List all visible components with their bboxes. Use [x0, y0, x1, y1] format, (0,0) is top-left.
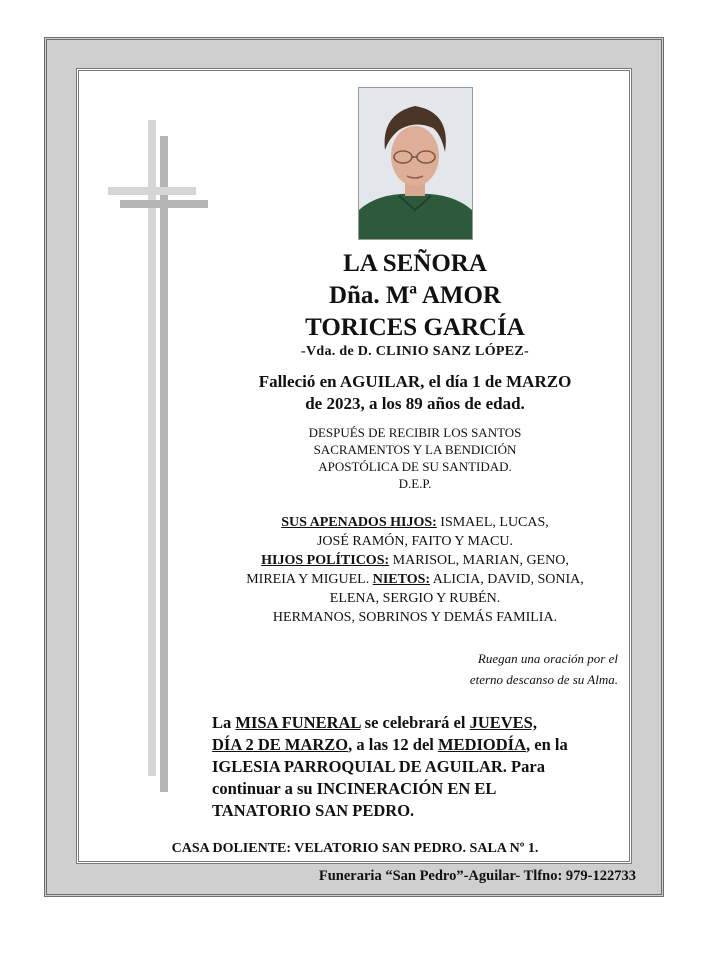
mass-line-4: continuar a su INCINERACIÓN EN EL: [212, 779, 497, 798]
death-line-1: Falleció en AGUILAR, el día 1 de MARZO: [258, 372, 572, 391]
children-names-1: ISMAEL, LUCAS,: [436, 515, 549, 530]
family-line-1: [200, 513, 630, 532]
death-line-2: de 2023, a los 89 años de edad.: [305, 394, 525, 413]
funeral-home-contact: Funeraria “San Pedro”-Aguilar- Tlfno: 979-122733: [318, 868, 636, 884]
cross-dark-horizontal: [120, 200, 208, 208]
cross-light-horizontal: [108, 187, 196, 195]
inlaws-label: HIJOS POLÍTICOS:: [261, 553, 390, 568]
mass-text: , en la: [526, 735, 568, 754]
mass-line-2: [212, 734, 624, 756]
title-line-3: TORICES GARCÍA: [305, 314, 525, 341]
mourning-house: CASA DOLIENTE: VELATORIO SAN PEDRO. SALA Nº 1.: [171, 841, 539, 856]
grandchildren-names-1: ALICIA, DAVID, SONIA,: [430, 572, 584, 587]
family-line-5: ELENA, SERGIO Y RUBÉN.: [329, 591, 501, 606]
inlaws-names-2: MIREIA Y MIGUEL.: [246, 572, 373, 587]
inlaws-names-1: MARISOL, MARIAN, GENO,: [389, 553, 569, 568]
sacraments-text: [200, 424, 630, 492]
mass-text: se celebrará el: [360, 713, 470, 732]
cross-light-vertical: [148, 120, 156, 776]
funeral-mass-info: [212, 712, 624, 822]
mass-line-3: IGLESIA PARROQUIAL DE AGUILAR. Para: [212, 757, 545, 776]
prayer-line-1: Ruegan una oración por el: [477, 651, 618, 666]
family-line-2: JOSÉ RAMÓN, FAITO Y MACU.: [316, 534, 514, 549]
mass-day: JUEVES,: [469, 713, 537, 732]
sacraments-line-1: DESPUÉS DE RECIBIR LOS SANTOS: [308, 425, 522, 440]
family-line-4: [200, 570, 630, 589]
prayer-line-2: eterno descanso de su Alma.: [469, 672, 618, 687]
title-line-2: Dña. Mª AMOR: [328, 282, 502, 309]
mass-time: MEDIODÍA: [437, 735, 526, 754]
family-line-6: HERMANOS, SOBRINOS Y DEMÁS FAMILIA.: [272, 610, 558, 625]
prayer-request: [470, 648, 618, 690]
grandchildren-label: NIETOS:: [372, 572, 431, 587]
mass-line-5: TANATORIO SAN PEDRO.: [212, 801, 415, 820]
mass-highlight: MISA FUNERAL: [235, 713, 361, 732]
title-line-1: LA SEÑORA: [343, 250, 487, 277]
portrait-photo: [358, 87, 473, 240]
sacraments-line-3: APOSTÓLICA DE SU SANTIDAD.: [318, 459, 512, 474]
mass-text: , a las 12 del: [348, 735, 438, 754]
dep-line: D.E.P.: [398, 476, 432, 491]
widow-of: -Vda. de D. CLINIO SANZ LÓPEZ-: [301, 344, 529, 359]
mass-line-1: [212, 712, 624, 734]
deceased-title: [200, 248, 630, 344]
mass-date: DÍA 2 DE MARZO: [212, 735, 349, 754]
mass-text: La: [212, 713, 236, 732]
death-info: [200, 371, 630, 415]
cross-dark-vertical: [160, 136, 168, 792]
sacraments-line-2: SACRAMENTOS Y LA BENDICIÓN: [313, 442, 517, 457]
family-line-3: [200, 551, 630, 570]
children-label: SUS APENADOS HIJOS:: [281, 515, 437, 530]
family-list: [200, 513, 630, 627]
